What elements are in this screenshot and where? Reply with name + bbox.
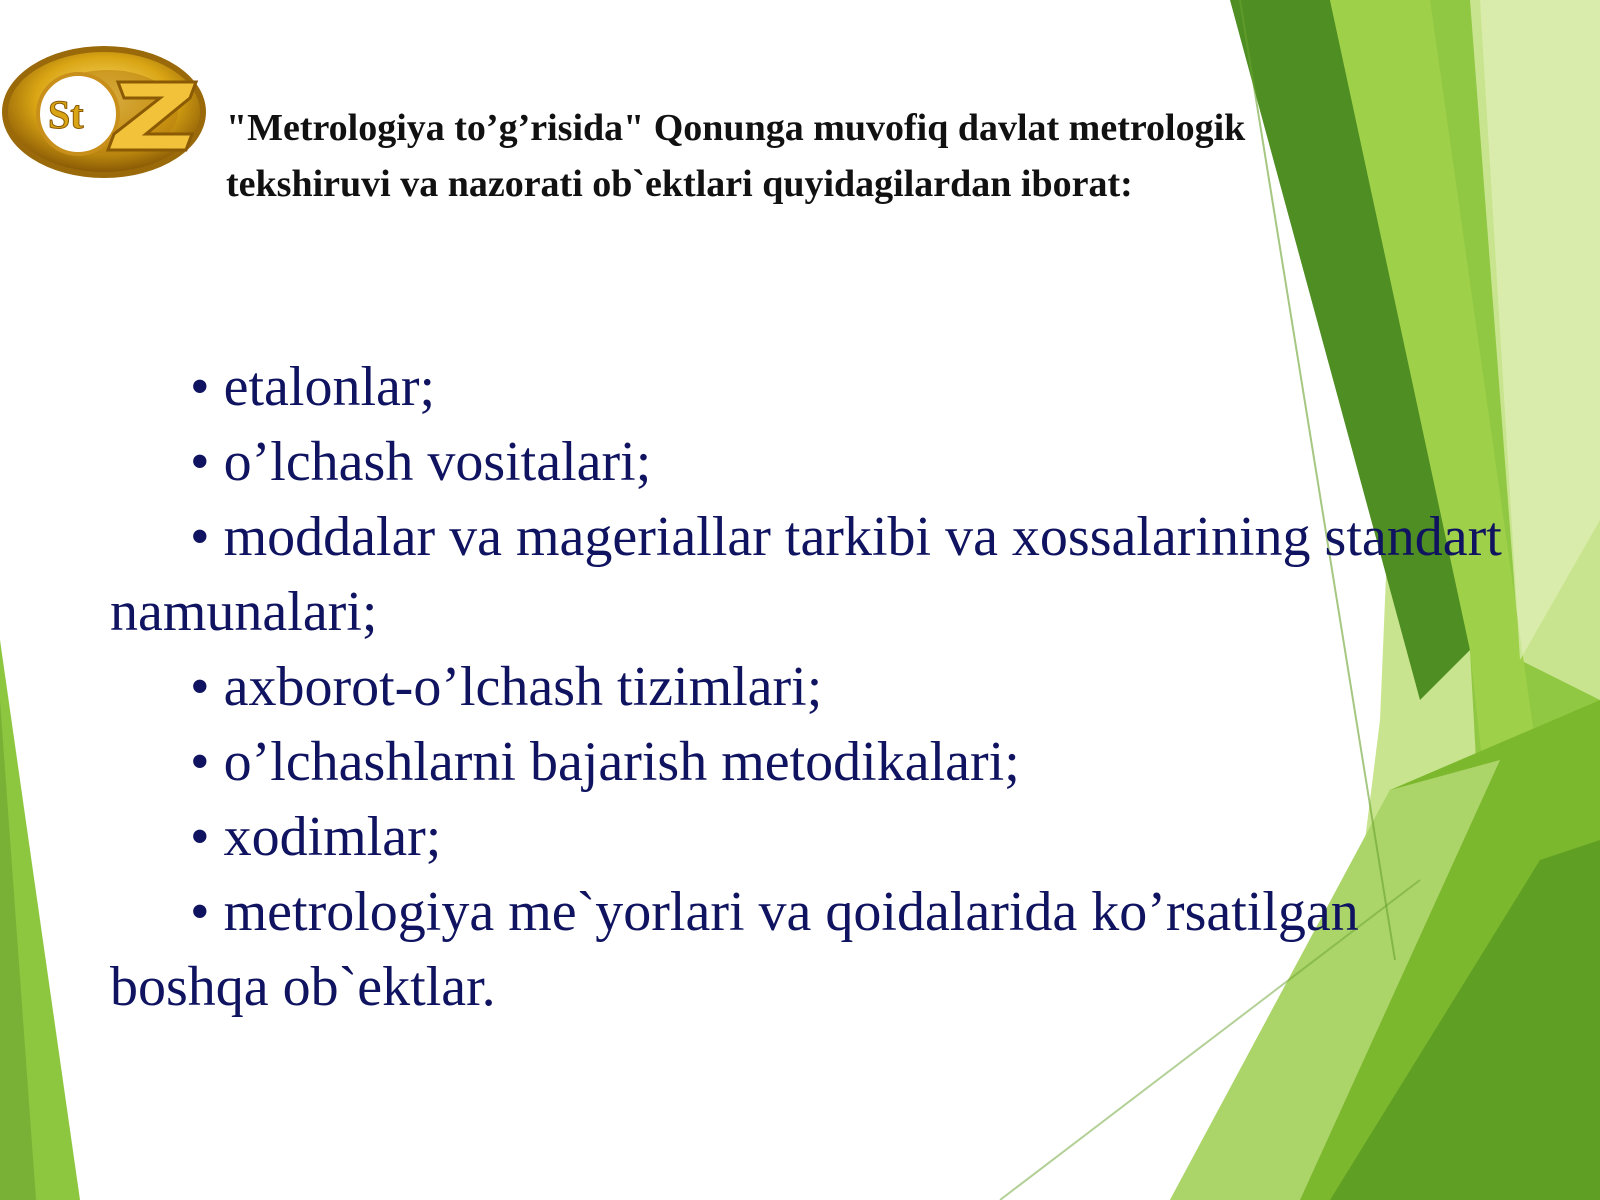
- list-item-text: o’lchashlarni bajarish metodikalari;: [223, 731, 1020, 793]
- list-item: [110, 650, 1510, 725]
- list-item-text: moddalar va mageriallar tarkibi va xossalarining standart namunalari;: [110, 506, 1502, 643]
- list-item: [110, 875, 1510, 1025]
- bullet-glyph: •: [190, 506, 210, 568]
- list-item-text: metrologiya me`yorlari va qoidalarida ko’rsatilgan boshqa ob`ektlar.: [110, 881, 1359, 1018]
- slide-title: [226, 100, 1526, 212]
- list-item-text: axborot-o’lchash tizimlari;: [223, 656, 823, 718]
- bullet-list: [110, 350, 1510, 1025]
- list-item: [110, 425, 1510, 500]
- list-item: [110, 800, 1510, 875]
- bullet-glyph: •: [190, 881, 210, 943]
- list-item-text: etalonlar;: [223, 356, 436, 418]
- list-item-text: xodimlar;: [223, 806, 442, 868]
- bullet-glyph: •: [190, 731, 210, 793]
- list-item: [110, 725, 1510, 800]
- stz-logo: [0, 42, 212, 182]
- bullet-glyph: •: [190, 431, 210, 493]
- title-line-1: "Metrologiya to’g’risida" Qonunga muvofiq davlat metrologik: [226, 107, 1246, 149]
- title-line-2: tekshiruvi va nazorati ob`ektlari quyidagilardan iborat:: [226, 163, 1133, 205]
- list-item-text: o’lchash vositalari;: [223, 431, 652, 493]
- bullet-glyph: •: [190, 656, 210, 718]
- list-item: [110, 500, 1510, 650]
- bullet-glyph: •: [190, 806, 210, 868]
- list-item: [110, 350, 1510, 425]
- bullet-glyph: •: [190, 356, 210, 418]
- svg-text:St: St: [48, 92, 84, 137]
